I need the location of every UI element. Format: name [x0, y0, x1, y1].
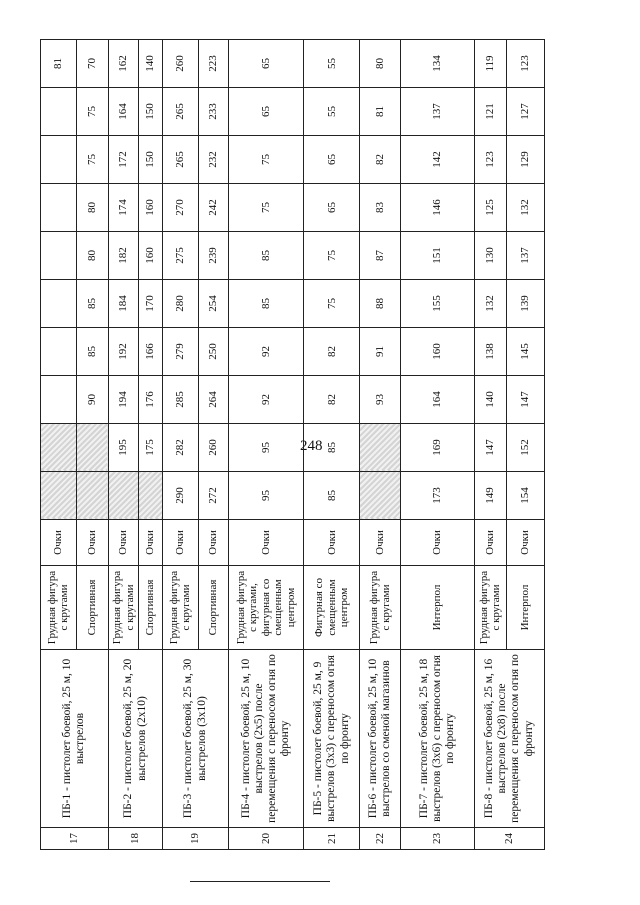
- score-cell: 85: [304, 472, 360, 520]
- shaded-cell: [139, 472, 163, 520]
- score-cell: 285: [163, 376, 199, 424]
- score-cell: 75: [228, 184, 304, 232]
- score-cell: 80: [76, 232, 108, 280]
- score-cell: 152: [507, 424, 545, 472]
- table-body: [41, 40, 545, 850]
- score-cell: [41, 328, 77, 376]
- score-cell: 139: [507, 280, 545, 328]
- shaded-cell: [108, 472, 139, 520]
- score-cell: 85: [76, 328, 108, 376]
- row-number: 18: [108, 828, 162, 850]
- row-number: 23: [401, 828, 474, 850]
- shaded-cell: [360, 424, 401, 472]
- unit-cell: Очки: [41, 520, 77, 566]
- score-cell: 92: [228, 328, 304, 376]
- score-cell: 75: [304, 232, 360, 280]
- score-cell: 65: [228, 88, 304, 136]
- score-cell: 150: [139, 88, 163, 136]
- score-cell: 184: [108, 280, 139, 328]
- row-number: 20: [228, 828, 304, 850]
- score-cell: [41, 136, 77, 184]
- score-cell: 149: [474, 472, 506, 520]
- score-cell: 265: [163, 88, 199, 136]
- score-cell: 95: [228, 424, 304, 472]
- unit-cell: Очки: [108, 520, 139, 566]
- score-cell: 88: [360, 280, 401, 328]
- score-cell: 80: [360, 40, 401, 88]
- score-cell: 260: [198, 424, 228, 472]
- score-cell: 134: [401, 40, 474, 88]
- exercise-name: ПБ-7 - пистолет боевой, 25 м, 18 выстрелов (3х6) с переносом огня по фронту: [401, 650, 474, 828]
- score-cell: 260: [163, 40, 199, 88]
- score-cell: 127: [507, 88, 545, 136]
- score-cell: 75: [304, 280, 360, 328]
- score-cell: 279: [163, 328, 199, 376]
- score-cell: 182: [108, 232, 139, 280]
- table-row: [163, 40, 199, 850]
- score-cell: 83: [360, 184, 401, 232]
- score-cell: 129: [507, 136, 545, 184]
- score-cell: 125: [474, 184, 506, 232]
- score-cell: 132: [474, 280, 506, 328]
- table-row: [108, 40, 139, 850]
- score-cell: 75: [76, 88, 108, 136]
- target-name: Грудная фигура с кругами: [360, 566, 401, 650]
- exercise-name: ПБ-4 - пистолет боевой, 25 м, 10 выстрелов (2х5) после перемещения с переносом огня по фронту: [228, 650, 304, 828]
- score-cell: [41, 376, 77, 424]
- score-cell: 95: [228, 472, 304, 520]
- exercise-name: ПБ-8 - пистолет боевой, 25 м, 16 выстрелов (2х8) после перемещения с переносом огня по фронту: [474, 650, 544, 828]
- score-cell: 81: [41, 40, 77, 88]
- score-cell: 147: [474, 424, 506, 472]
- target-name: Грудная фигура с кругами: [108, 566, 139, 650]
- score-cell: 275: [163, 232, 199, 280]
- unit-cell: Очки: [198, 520, 228, 566]
- score-cell: 155: [401, 280, 474, 328]
- score-cell: 85: [228, 232, 304, 280]
- shaded-cell: [41, 424, 77, 472]
- score-cell: 145: [507, 328, 545, 376]
- score-cell: 162: [108, 40, 139, 88]
- target-name: Фигурная со смещенным центром: [304, 566, 360, 650]
- score-cell: 85: [304, 424, 360, 472]
- exercise-name: ПБ-6 - пистолет боевой, 25 м, 10 выстрелов со сменой магазинов: [360, 650, 401, 828]
- score-cell: 138: [474, 328, 506, 376]
- exercise-name: ПБ-2 - пистолет боевой, 25 м, 20 выстрелов (2х10): [108, 650, 162, 828]
- target-name: Грудная фигура с кругами: [474, 566, 506, 650]
- score-cell: 164: [108, 88, 139, 136]
- score-cell: 290: [163, 472, 199, 520]
- shaded-cell: [76, 424, 108, 472]
- unit-cell: Очки: [228, 520, 304, 566]
- table-row: [360, 40, 401, 850]
- score-cell: 121: [474, 88, 506, 136]
- score-cell: 166: [139, 328, 163, 376]
- score-cell: 65: [304, 136, 360, 184]
- score-cell: 242: [198, 184, 228, 232]
- score-cell: 137: [507, 232, 545, 280]
- score-cell: 92: [228, 376, 304, 424]
- score-cell: 172: [108, 136, 139, 184]
- target-name: Интерпол: [401, 566, 474, 650]
- target-name: Грудная фигура с кругами: [163, 566, 199, 650]
- exercise-name: ПБ-5 - пистолет боевой, 25 м, 9 выстрелов (3х3) с переносом огня по фронту: [304, 650, 360, 828]
- score-cell: 232: [198, 136, 228, 184]
- score-cell: 170: [139, 280, 163, 328]
- shaded-cell: [360, 472, 401, 520]
- score-cell: 55: [304, 88, 360, 136]
- score-cell: 85: [228, 280, 304, 328]
- score-cell: 250: [198, 328, 228, 376]
- row-number: 24: [474, 828, 544, 850]
- score-cell: 132: [507, 184, 545, 232]
- score-cell: 173: [401, 472, 474, 520]
- score-cell: 175: [139, 424, 163, 472]
- shaded-cell: [41, 472, 77, 520]
- score-cell: 82: [304, 376, 360, 424]
- score-cell: 137: [401, 88, 474, 136]
- score-cell: 233: [198, 88, 228, 136]
- score-cell: 147: [507, 376, 545, 424]
- score-cell: 265: [163, 136, 199, 184]
- target-name: Спортивная: [76, 566, 108, 650]
- score-cell: 75: [228, 136, 304, 184]
- table-row: [474, 40, 506, 850]
- unit-cell: Очки: [139, 520, 163, 566]
- table-row: [401, 40, 474, 850]
- exercise-name: ПБ-1 - пистолет боевой, 25 м, 10 выстрелов: [41, 650, 109, 828]
- score-cell: 123: [507, 40, 545, 88]
- table-row: [304, 40, 360, 850]
- score-cell: [41, 280, 77, 328]
- score-cell: 123: [474, 136, 506, 184]
- score-cell: 140: [139, 40, 163, 88]
- target-name: Спортивная: [139, 566, 163, 650]
- unit-cell: Очки: [474, 520, 506, 566]
- rotated-table-container: [40, 40, 545, 850]
- row-number: 21: [304, 828, 360, 850]
- score-cell: 87: [360, 232, 401, 280]
- shaded-cell: [76, 472, 108, 520]
- score-cell: 93: [360, 376, 401, 424]
- target-name: Интерпол: [507, 566, 545, 650]
- target-name: Грудная фигура с кругами: [41, 566, 77, 650]
- table-row: [228, 40, 304, 850]
- score-cell: 223: [198, 40, 228, 88]
- score-cell: 164: [401, 376, 474, 424]
- score-cell: 146: [401, 184, 474, 232]
- score-cell: 82: [360, 136, 401, 184]
- score-cell: 270: [163, 184, 199, 232]
- score-cell: 91: [360, 328, 401, 376]
- unit-cell: Очки: [401, 520, 474, 566]
- score-cell: 192: [108, 328, 139, 376]
- score-cell: 264: [198, 376, 228, 424]
- unit-cell: Очки: [507, 520, 545, 566]
- row-number: 19: [163, 828, 229, 850]
- footer-rule: [190, 881, 330, 882]
- unit-cell: Очки: [304, 520, 360, 566]
- score-cell: [41, 232, 77, 280]
- standards-table: [40, 39, 545, 850]
- score-cell: 130: [474, 232, 506, 280]
- score-cell: 176: [139, 376, 163, 424]
- score-cell: 151: [401, 232, 474, 280]
- row-number: 22: [360, 828, 401, 850]
- score-cell: 65: [304, 184, 360, 232]
- exercise-name: ПБ-3 - пистолет боевой, 25 м, 30 выстрелов (3х10): [163, 650, 229, 828]
- score-cell: 140: [474, 376, 506, 424]
- score-cell: 81: [360, 88, 401, 136]
- score-cell: 142: [401, 136, 474, 184]
- unit-cell: Очки: [360, 520, 401, 566]
- score-cell: 272: [198, 472, 228, 520]
- score-cell: 174: [108, 184, 139, 232]
- score-cell: 70: [76, 40, 108, 88]
- score-cell: 160: [139, 232, 163, 280]
- score-cell: [41, 184, 77, 232]
- score-cell: 195: [108, 424, 139, 472]
- target-name: Грудная фигура с кругами, фигурная со смещенным центром: [228, 566, 304, 650]
- score-cell: 65: [228, 40, 304, 88]
- score-cell: 239: [198, 232, 228, 280]
- score-cell: 150: [139, 136, 163, 184]
- score-cell: 119: [474, 40, 506, 88]
- score-cell: 85: [76, 280, 108, 328]
- row-number: 17: [41, 828, 109, 850]
- unit-cell: Очки: [163, 520, 199, 566]
- score-cell: 280: [163, 280, 199, 328]
- score-cell: 75: [76, 136, 108, 184]
- score-cell: [41, 88, 77, 136]
- score-cell: 282: [163, 424, 199, 472]
- score-cell: 194: [108, 376, 139, 424]
- score-cell: 254: [198, 280, 228, 328]
- page-number: 248: [300, 438, 323, 454]
- unit-cell: Очки: [76, 520, 108, 566]
- score-cell: 90: [76, 376, 108, 424]
- score-cell: 160: [139, 184, 163, 232]
- score-cell: 80: [76, 184, 108, 232]
- score-cell: 160: [401, 328, 474, 376]
- score-cell: 154: [507, 472, 545, 520]
- score-cell: 55: [304, 40, 360, 88]
- table-row: [41, 40, 77, 850]
- score-cell: 82: [304, 328, 360, 376]
- score-cell: 169: [401, 424, 474, 472]
- target-name: Спортивная: [198, 566, 228, 650]
